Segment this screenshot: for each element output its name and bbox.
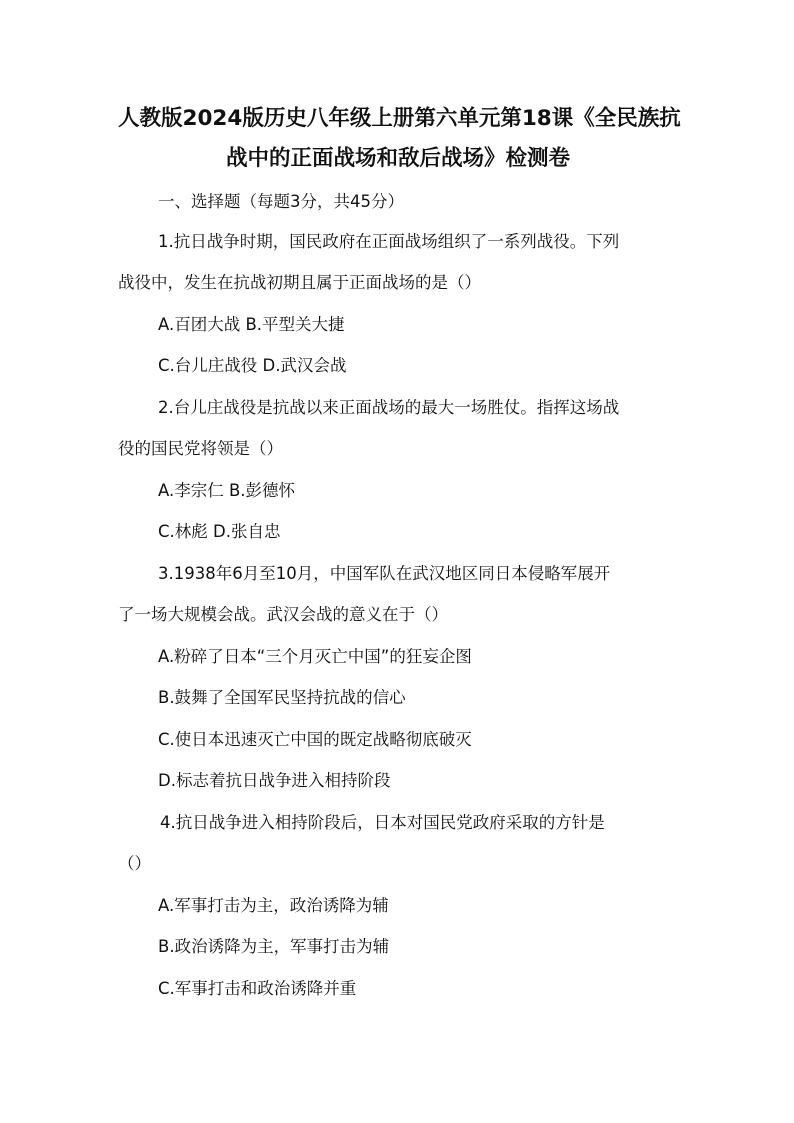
question-4-option-c: C.军事打击和政治诱降并重 <box>158 979 357 998</box>
question-1-options-line-2: C.台儿庄战役 D.武汉会战 <box>158 356 347 375</box>
question-3-option-d: D.标志着抗日战争进入相持阶段 <box>158 771 391 790</box>
question-4-stem-line-1: 4.抗日战争进入相持阶段后，日本对国民党政府采取的方针是 <box>160 813 605 832</box>
question-3-stem-line-2: 了一场大规模会战。武汉会战的意义在于（） <box>118 605 448 624</box>
question-1-options-line-1: A.百团大战 B.平型关大捷 <box>158 315 345 334</box>
document-title-line-2: 战中的正面战场和敌后战场》检测卷 <box>225 146 570 171</box>
question-3-option-a: A.粉碎了日本“三个月灭亡中国”的狂妄企图 <box>158 647 472 666</box>
question-2-stem-line-2: 役的国民党将领是（） <box>118 439 283 458</box>
section-heading: 一、选择题（每题3分，共45分） <box>158 192 404 211</box>
question-3-stem-line-1: 3.1938年6月至10月，中国军队在武汉地区同日本侵略军展开 <box>158 564 611 583</box>
question-4-stem-line-2: （） <box>118 854 151 873</box>
question-1-stem-line-1: 1.抗日战争时期，国民政府在正面战场组织了一系列战役。下列 <box>158 232 620 251</box>
question-3-option-b: B.鼓舞了全国军民坚持抗战的信心 <box>158 688 406 707</box>
question-1-stem-line-2: 战役中，发生在抗战初期且属于正面战场的是（） <box>118 273 481 292</box>
question-2-options-line-1: A.李宗仁 B.彭德怀 <box>158 481 296 500</box>
document-title-line-1: 人教版2024版历史八年级上册第六单元第18课《全民族抗 <box>118 106 681 131</box>
question-2-options-line-2: C.林彪 D.张自忠 <box>158 522 281 541</box>
question-2-stem-line-1: 2.台儿庄战役是抗战以来正面战场的最大一场胜仗。指挥这场战 <box>158 398 620 417</box>
question-4-option-b: B.政治诱降为主，军事打击为辅 <box>158 937 390 956</box>
question-3-option-c: C.使日本迅速灭亡中国的既定战略彻底破灭 <box>158 730 472 749</box>
question-4-option-a: A.军事打击为主，政治诱降为辅 <box>158 896 389 915</box>
